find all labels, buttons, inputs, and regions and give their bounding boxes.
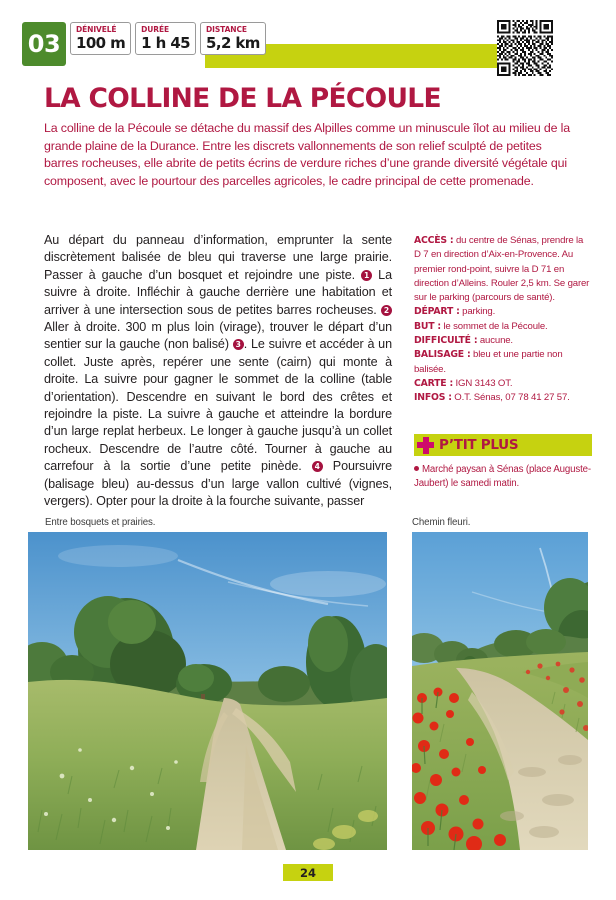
- waypoint-marker-2: 2: [381, 305, 392, 316]
- stat-duree-label: DURÉE: [141, 25, 170, 34]
- waypoint-marker-1: 1: [361, 270, 372, 281]
- info-label-but: BUT :: [414, 320, 441, 332]
- desc-segment-4: . Le suivre et accéder à un collet. Juste après, repérer une sente (cairn) qui monte à droite. La suivre pour gagner le sommet de la colline (table d’orientation). Descendre en suivant le bord des crêtes et rejoindre la piste. La suivre à gauche et atteindre la bordure d’un large replat herbeux. Le longer à gauche jusqu’à un collet rocheux. Descendre de l’autre côté. Tourner à gauche au carrefour à la sortie d’une petite pinède.: [44, 337, 392, 474]
- ptit-plus-box: [414, 434, 592, 491]
- route-number-badge: 03: [22, 22, 66, 66]
- photo-flowery-path: [412, 532, 588, 850]
- ptit-plus-text: Marché paysan à Sénas (place Auguste-Jaubert) le samedi matin.: [414, 464, 591, 490]
- info-label-acces: ACCÈS :: [414, 235, 454, 246]
- ptit-plus-title: P’TIT PLUS: [439, 437, 519, 453]
- info-text-acces: du centre de Sénas, prendre la D 7 en direction d’Aix-en-Provence. Au premier rond-point, suivre la D 71 en direction d’Alleins. Rouler 2,5 km. Se garer sur le parking (parcours de santé).: [414, 235, 590, 304]
- info-label-carte: CARTE :: [414, 377, 454, 389]
- practical-info-list: [414, 234, 592, 406]
- stat-distance-label: DISTANCE: [206, 25, 247, 34]
- photo-caption-right: Chemin fleuri.: [412, 517, 471, 528]
- info-item-carte: [414, 377, 592, 391]
- info-item-difficulte: [414, 334, 592, 348]
- info-text-but: le sommet de la Pécoule.: [440, 320, 548, 332]
- stat-denivele-value: 100 m: [76, 34, 126, 52]
- page-number: 24: [283, 864, 333, 881]
- stat-duree: [135, 22, 196, 55]
- waypoint-marker-4: 4: [312, 461, 323, 472]
- page-title: LA COLLINE DE LA PÉCOULE: [44, 83, 441, 114]
- info-text-balisage: bleu et une partie non balisée.: [414, 349, 563, 375]
- ptit-plus-body: [414, 463, 592, 491]
- stat-duree-value: 1 h 45: [141, 34, 191, 52]
- info-item-acces: [414, 234, 592, 305]
- info-label-depart: DÉPART :: [414, 306, 460, 318]
- info-text-infos: O.T. Sénas, 07 78 41 27 57.: [451, 392, 570, 404]
- info-text-carte: IGN 3143 OT.: [453, 377, 513, 389]
- bullet-dot-icon: [414, 466, 419, 471]
- stat-distance: [200, 22, 266, 55]
- info-item-depart: [414, 305, 592, 319]
- info-text-difficulte: aucune.: [477, 335, 513, 347]
- route-description: [44, 232, 392, 511]
- ptit-plus-header: [414, 434, 592, 456]
- photo-path-through-meadow: [28, 532, 387, 850]
- waypoint-marker-3: 3: [233, 339, 244, 350]
- stat-distance-value: 5,2 km: [206, 34, 260, 52]
- photo-caption-left: Entre bosquets et prairies.: [45, 517, 156, 528]
- info-label-infos: INFOS :: [414, 392, 452, 404]
- route-stats: [70, 22, 266, 55]
- info-item-infos: [414, 391, 592, 405]
- qr-code-icon: [497, 20, 553, 76]
- stat-denivele-label: DÉNIVELÉ: [76, 25, 117, 34]
- stat-denivele: [70, 22, 131, 55]
- desc-segment-1: Au départ du panneau d’information, emprunter la sente discrètement balisée de bleu qui traverse une large prairie. Passer à gauche d’un bosquet et rejoindre une piste.: [44, 233, 392, 282]
- plus-cross-icon: [417, 437, 434, 454]
- info-item-balisage: [414, 348, 592, 377]
- desc-segment-3: Aller à droite. 300 m plus loin (virage), trouver le départ d’un sentier sur la gauche (non balisé): [44, 320, 392, 352]
- desc-segment-2: La suivre à droite. Infléchir à gauche derrière une habitation et arriver à une intersection sous de petites barres rocheuses.: [44, 267, 392, 317]
- info-item-but: [414, 320, 592, 334]
- info-text-depart: parking.: [459, 306, 496, 318]
- info-label-difficulte: DIFFICULTÉ :: [414, 335, 478, 347]
- page-header: [0, 0, 616, 82]
- intro-paragraph: La colline de la Pécoule se détache du massif des Alpilles comme un minuscule îlot au milieu de la grande plaine de la Durance. Entre les discrets vallonnements de son relief sculpté de petites barres rocheuses, elle abrite de petits écrins de verdure riches d’une grande diversité végétale qui composent, avec le pourtour des parcelles agricoles, le cadre principal de cette promenade.: [44, 121, 570, 188]
- info-label-balisage: BALISAGE :: [414, 349, 471, 361]
- desc-segment-5: Poursuivre (balisage bleu) au-dessus d’un large vallon cultivé (vignes, vergers). Opter pour la droite à la fourche suivante, passer: [44, 459, 392, 509]
